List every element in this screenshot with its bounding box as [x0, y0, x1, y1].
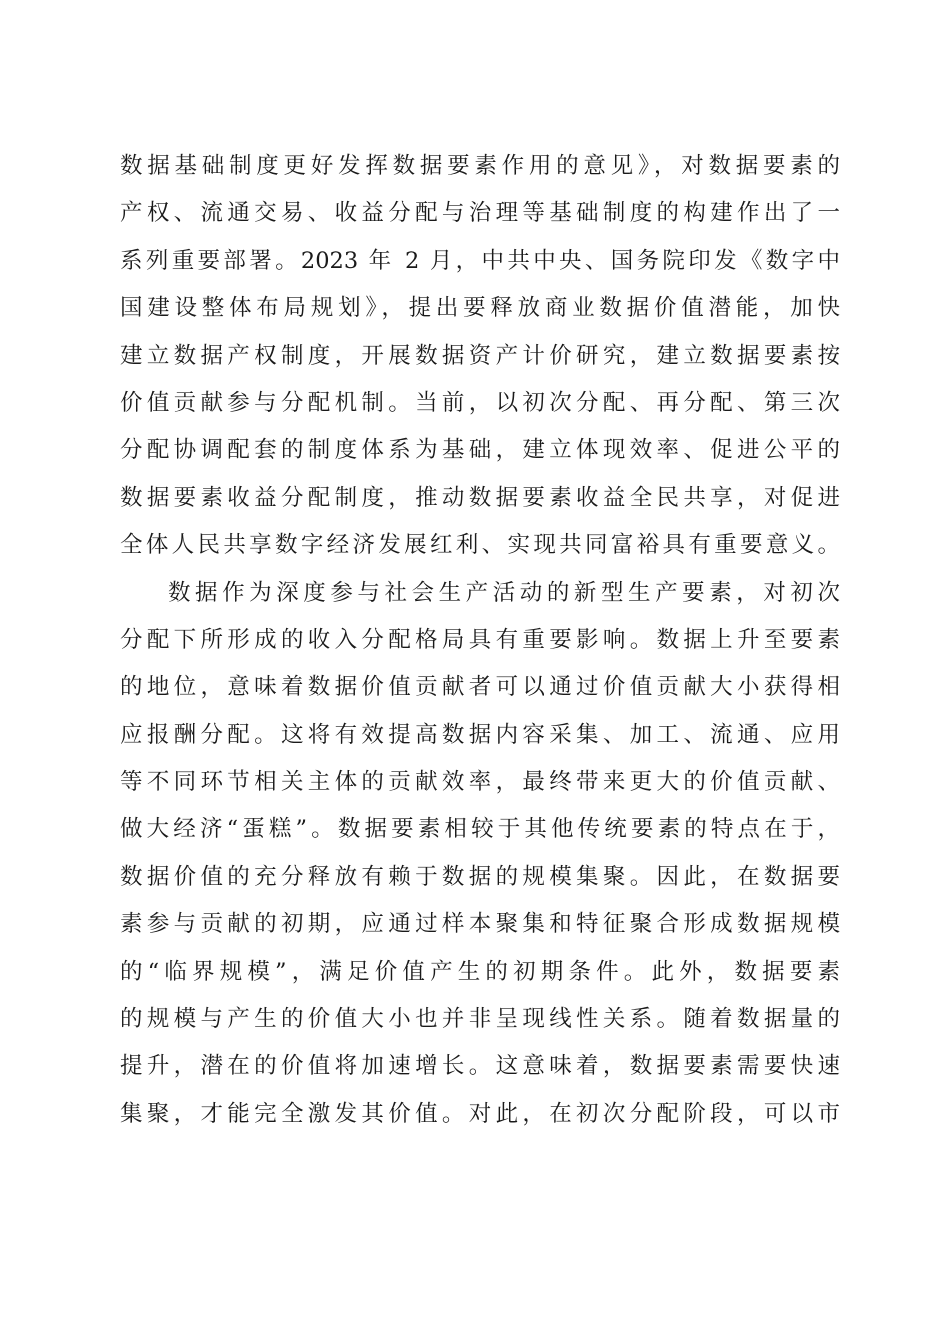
text-line: 数据作为深度参与社会生产活动的新型生产要素，对初次 [168, 579, 840, 606]
text-line: 提升，潜在的价值将加速增长。这意味着，数据要素需要快速 [120, 1053, 840, 1080]
text-line: 的规模与产生的价值大小也并非呈现线性关系。随着数据量的 [120, 1006, 840, 1033]
text-line: 应报酬分配。这将有效提高数据内容采集、加工、流通、应用 [120, 721, 840, 748]
text-line: 数据基础制度更好发挥数据要素作用的意见》，对数据要素的 [120, 153, 840, 179]
text-line: 的“临界规模”，满足价值产生的初期条件。此外，数据要素 [120, 958, 840, 985]
text-line: 等不同环节相关主体的贡献效率，最终带来更大的价值贡献、 [120, 769, 840, 796]
text-line: 的地位，意味着数据价值贡献者可以通过价值贡献大小获得相 [120, 674, 840, 701]
text-line: 集聚，才能完全激发其价值。对此，在初次分配阶段，可以市 [120, 1100, 840, 1127]
text-line: 全体人民共享数字经济发展红利、实现共同富裕具有重要意义。 [120, 532, 840, 559]
text-line: 建立数据产权制度，开展数据资产计价研究，建立数据要素按 [120, 342, 840, 369]
text-line: 数据要素收益分配制度，推动数据要素收益全民共享，对促进 [120, 484, 840, 511]
text-line: 系列重要部署。2023 年 2 月，中共中央、国务院印发《数字中 [120, 247, 840, 274]
text-line: 分配协调配套的制度体系为基础，建立体现效率、促进公平的 [120, 437, 840, 464]
text-line: 国建设整体布局规划》，提出要释放商业数据价值潜能，加快 [120, 295, 840, 322]
body-text [120, 143, 840, 1138]
text-line: 数据价值的充分释放有赖于数据的规模集聚。因此，在数据要 [120, 863, 840, 890]
text-line: 分配下所形成的收入分配格局具有重要影响。数据上升至要素 [120, 626, 840, 653]
paragraph-1 [120, 143, 840, 570]
text-line: 做大经济“蛋糕”。数据要素相较于其他传统要素的特点在于， [120, 816, 840, 843]
text-line: 价值贡献参与分配机制。当前，以初次分配、再分配、第三次 [120, 389, 840, 416]
paragraph-2 [120, 570, 840, 1139]
text-line: 产权、流通交易、收益分配与治理等基础制度的构建作出了一 [120, 200, 840, 227]
text-line: 素参与贡献的初期，应通过样本聚集和特征聚合形成数据规模 [120, 911, 840, 938]
